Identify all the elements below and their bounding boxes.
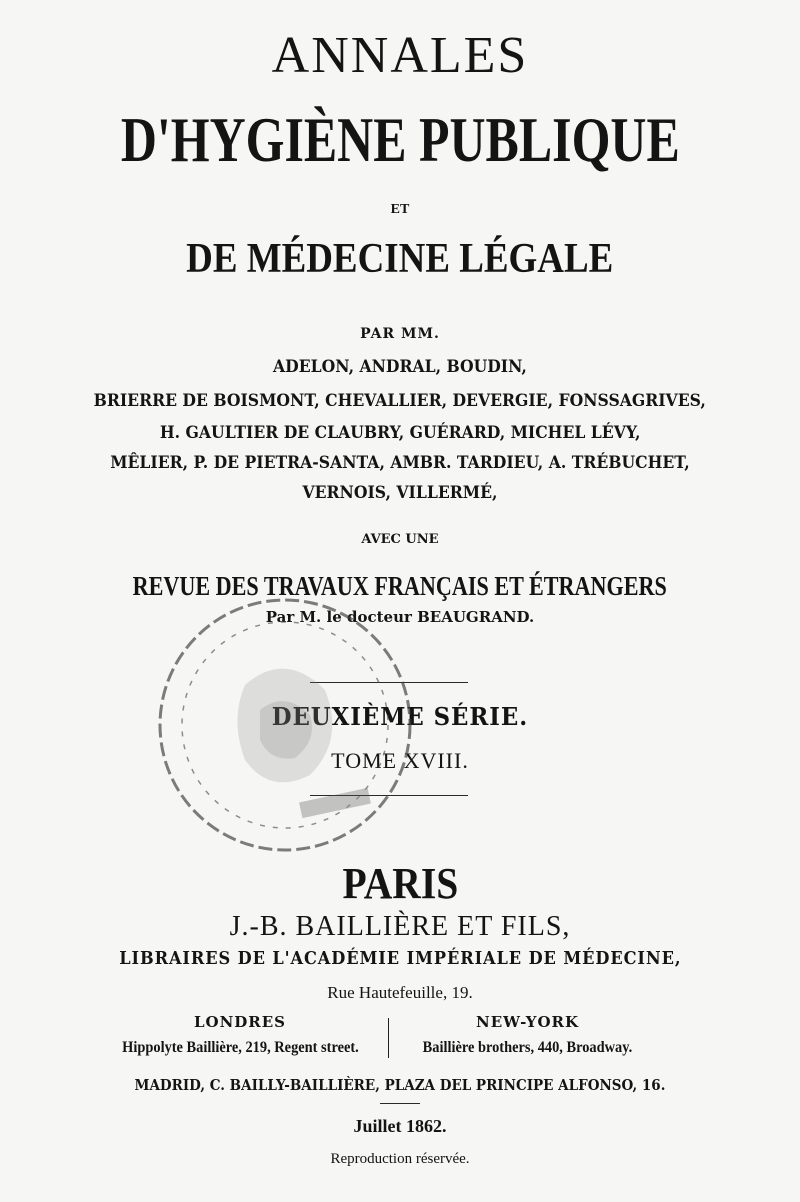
series-label: DEUXIÈME SÉRIE. [271,702,529,731]
newyork-branch [395,1015,660,1056]
author-line: VERNOIS, VILLERMÉ, [302,483,498,503]
volume-label: TOME XVIII. [331,748,469,773]
title-hygiene-publique: D'HYGIÈNE PUBLIQUE [120,104,680,175]
madrid-branch: MADRID, C. BAILLY-BAILLIÈRE, PLAZA DEL PRINCIPE ALFONSO, 16. [134,1076,666,1094]
review-title: REVUE DES TRAVAUX FRANÇAIS ET ÉTRANGERS [132,571,668,601]
column-divider [388,1018,389,1058]
imprint-city: PARIS [342,859,458,908]
london-city: LONDRES [193,1013,287,1031]
title-annales: ANNALES [271,27,529,84]
london-address: Hippolyte Baillière, 219, Regent street. [121,1039,359,1056]
author-line: BRIERRE DE BOISMONT, CHEVALLIER, DEVERGIE, FONSSAGRIVES, [93,391,707,411]
rights-notice: Reproduction réservée. [330,1151,470,1167]
newyork-address: Baillière brothers, 440, Broadway. [422,1039,633,1056]
publisher-role: LIBRAIRES DE L'ACADÉMIE IMPÉRIALE DE MÉDECINE, [118,948,682,969]
author-line: H. GAULTIER DE CLAUBRY, GUÉRARD, MICHEL LÉVY, [159,423,641,443]
review-intro: AVEC UNE [361,532,439,547]
title-conjunction: ET [390,202,410,217]
title-medecine-legale: DE MÉDECINE LÉGALE [186,236,614,282]
london-branch [90,1015,390,1056]
author-line: ADELON, ANDRAL, BOUDIN, [273,357,527,377]
publisher-street: Rue Hautefeuille, 19. [327,983,473,1002]
library-stamp-icon [150,590,420,860]
publication-date: Juillet 1862. [353,1116,447,1136]
author-line: MÊLIER, P. DE PIETRA-SANTA, AMBR. TARDIEU, A. TRÉBUCHET, [110,453,690,473]
publisher-name: J.-B. BAILLIÈRE ET FILS, [229,911,571,942]
newyork-city: NEW-YORK [475,1013,580,1031]
authors-intro: PAR MM. [360,326,440,342]
divider-rule [380,1103,420,1104]
review-editor: Par M. le docteur BEAUGRAND. [265,608,535,626]
